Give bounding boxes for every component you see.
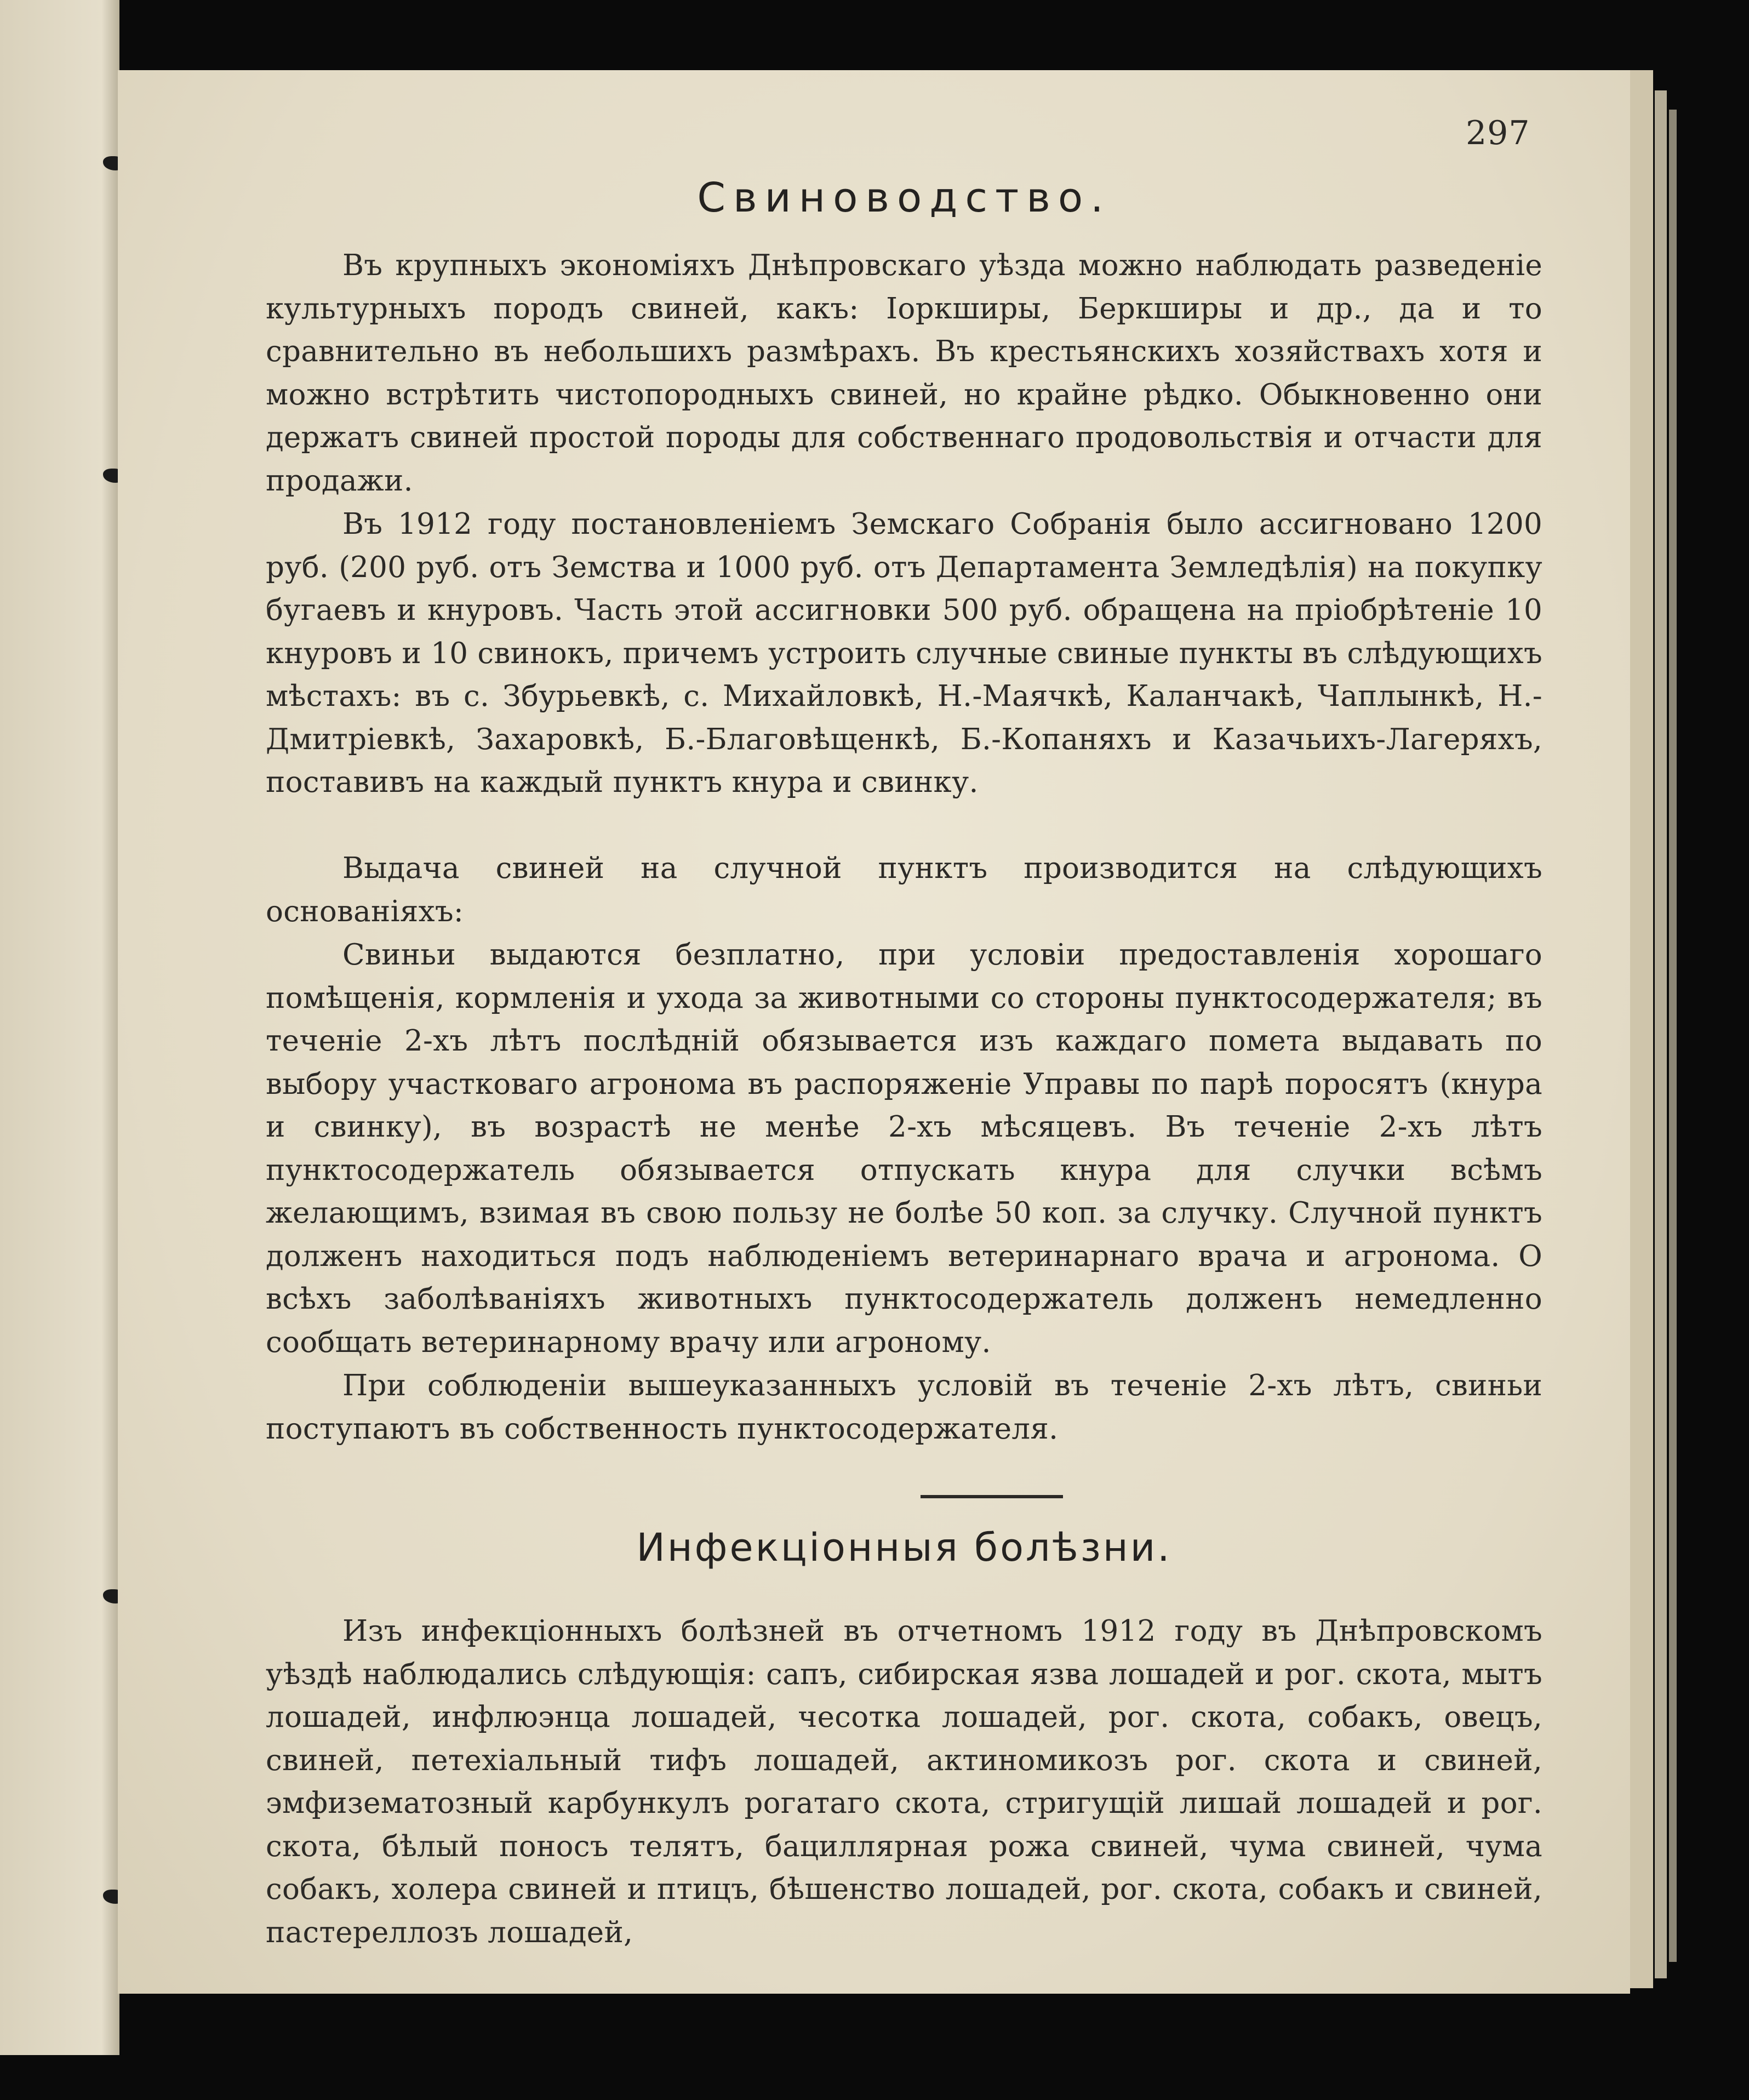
section-title-pig-breeding: Свиноводство. bbox=[697, 174, 1111, 221]
paragraph: Изъ инфекціонныхъ болѣзней въ отчетномъ 1912 году въ Днѣпровскомъ уѣздѣ наблюдались слѣдующія: сапъ, сибирская язва лошадей и рог. скота, мытъ лошадей, инфлюэнца лошадей, чесотка лошадей, рог. скота, собакъ, овецъ, свиней, петехіальный тифъ лошадей, актиномикозъ рог. скота и свиней, эмфизематозный карбункулъ рогатаго скота, стригущій лишай лошадей и рог. скота, бѣлый поносъ телятъ, бациллярная рожа свиней, чума свиней, чума собакъ, холера свиней и птицъ, бѣшенство лошадей, рог. скота, собакъ и свиней, пастереллозъ лошадей, bbox=[266, 1614, 1542, 1949]
page-number: 297 bbox=[1466, 114, 1530, 152]
section-title-infectious-diseases: Инфекціонныя болѣзни. bbox=[636, 1525, 1172, 1570]
book-page bbox=[118, 70, 1630, 1994]
page-edge bbox=[1655, 90, 1667, 1978]
paragraph: Въ крупныхъ экономіяхъ Днѣпровскаго уѣзда можно наблюдать разведеніе культурныхъ породъ свиней, какъ: Іоркширы, Беркширы и др., да и то сравнительно въ небольшихъ размѣрахъ. Въ крестьянскихъ хозяйствахъ хотя и можно встрѣтить чистопородныхъ свиней, но крайне рѣдко. Обыкновенно они держатъ свиней простой породы для собственнаго продовольствія и отчасти для продажи. bbox=[266, 249, 1542, 498]
paragraph: Въ 1912 году постановленіемъ Земскаго Собранія было ассигновано 1200 руб. (200 руб. отъ Земства и 1000 руб. отъ Департамента Земледѣлія) на покупку бугаевъ и кнуровъ. Часть этой ассигновки 500 руб. обращена на пріобрѣтеніе 10 кнуровъ и 10 свинокъ, причемъ устроить случные свиные пункты въ слѣдующихъ мѣстахъ: въ с. Збурьевкѣ, с. Михайловкѣ, Н.-Маячкѣ, Каланчакѣ, Чаплынкѣ, Н.-Дмитріевкѣ, Захаровкѣ, Б.-Благовѣщенкѣ, Б.-Копаняхъ и Казачьихъ-Лагеряхъ, поставивъ на каждый пунктъ кнура и свинку. bbox=[266, 507, 1542, 799]
section-divider bbox=[921, 1495, 1063, 1498]
facing-page-margin bbox=[0, 0, 119, 2055]
paragraph: При соблюденіи вышеуказанныхъ условій въ теченіе 2-хъ лѣтъ, свиньи поступаютъ въ собственность пунктосодержателя. bbox=[266, 1369, 1542, 1446]
paragraph: Выдача свиней на случной пунктъ производится на слѣдующихъ основаніяхъ: bbox=[266, 852, 1542, 928]
paragraph: Свиньи выдаются безплатно, при условіи предоставленія хорошаго помѣщенія, кормленія и ухода за животными со стороны пунктосодержателя; въ теченіе 2-хъ лѣтъ послѣдній обязывается изъ каждаго помета выдавать по выбору участковаго агронома въ распоряженіе Управы по парѣ поросятъ (кнура и свинку), въ возрастѣ не менѣе 2-хъ мѣсяцевъ. Въ теченіе 2-хъ лѣтъ пунктосодержатель обязывается отпускать кнура для случки всѣмъ желающимъ, взимая въ свою пользу не болѣе 50 коп. за случку. Случной пунктъ долженъ находиться подъ наблюденіемъ ветеринарнаго врача и агронома. О всѣхъ заболѣваніяхъ животныхъ пунктосодержатель долженъ немедленно сообщать ветеринарному врачу или агроному. bbox=[266, 938, 1542, 1359]
page-edge bbox=[1630, 70, 1653, 1988]
page-edge bbox=[1669, 110, 1677, 1962]
